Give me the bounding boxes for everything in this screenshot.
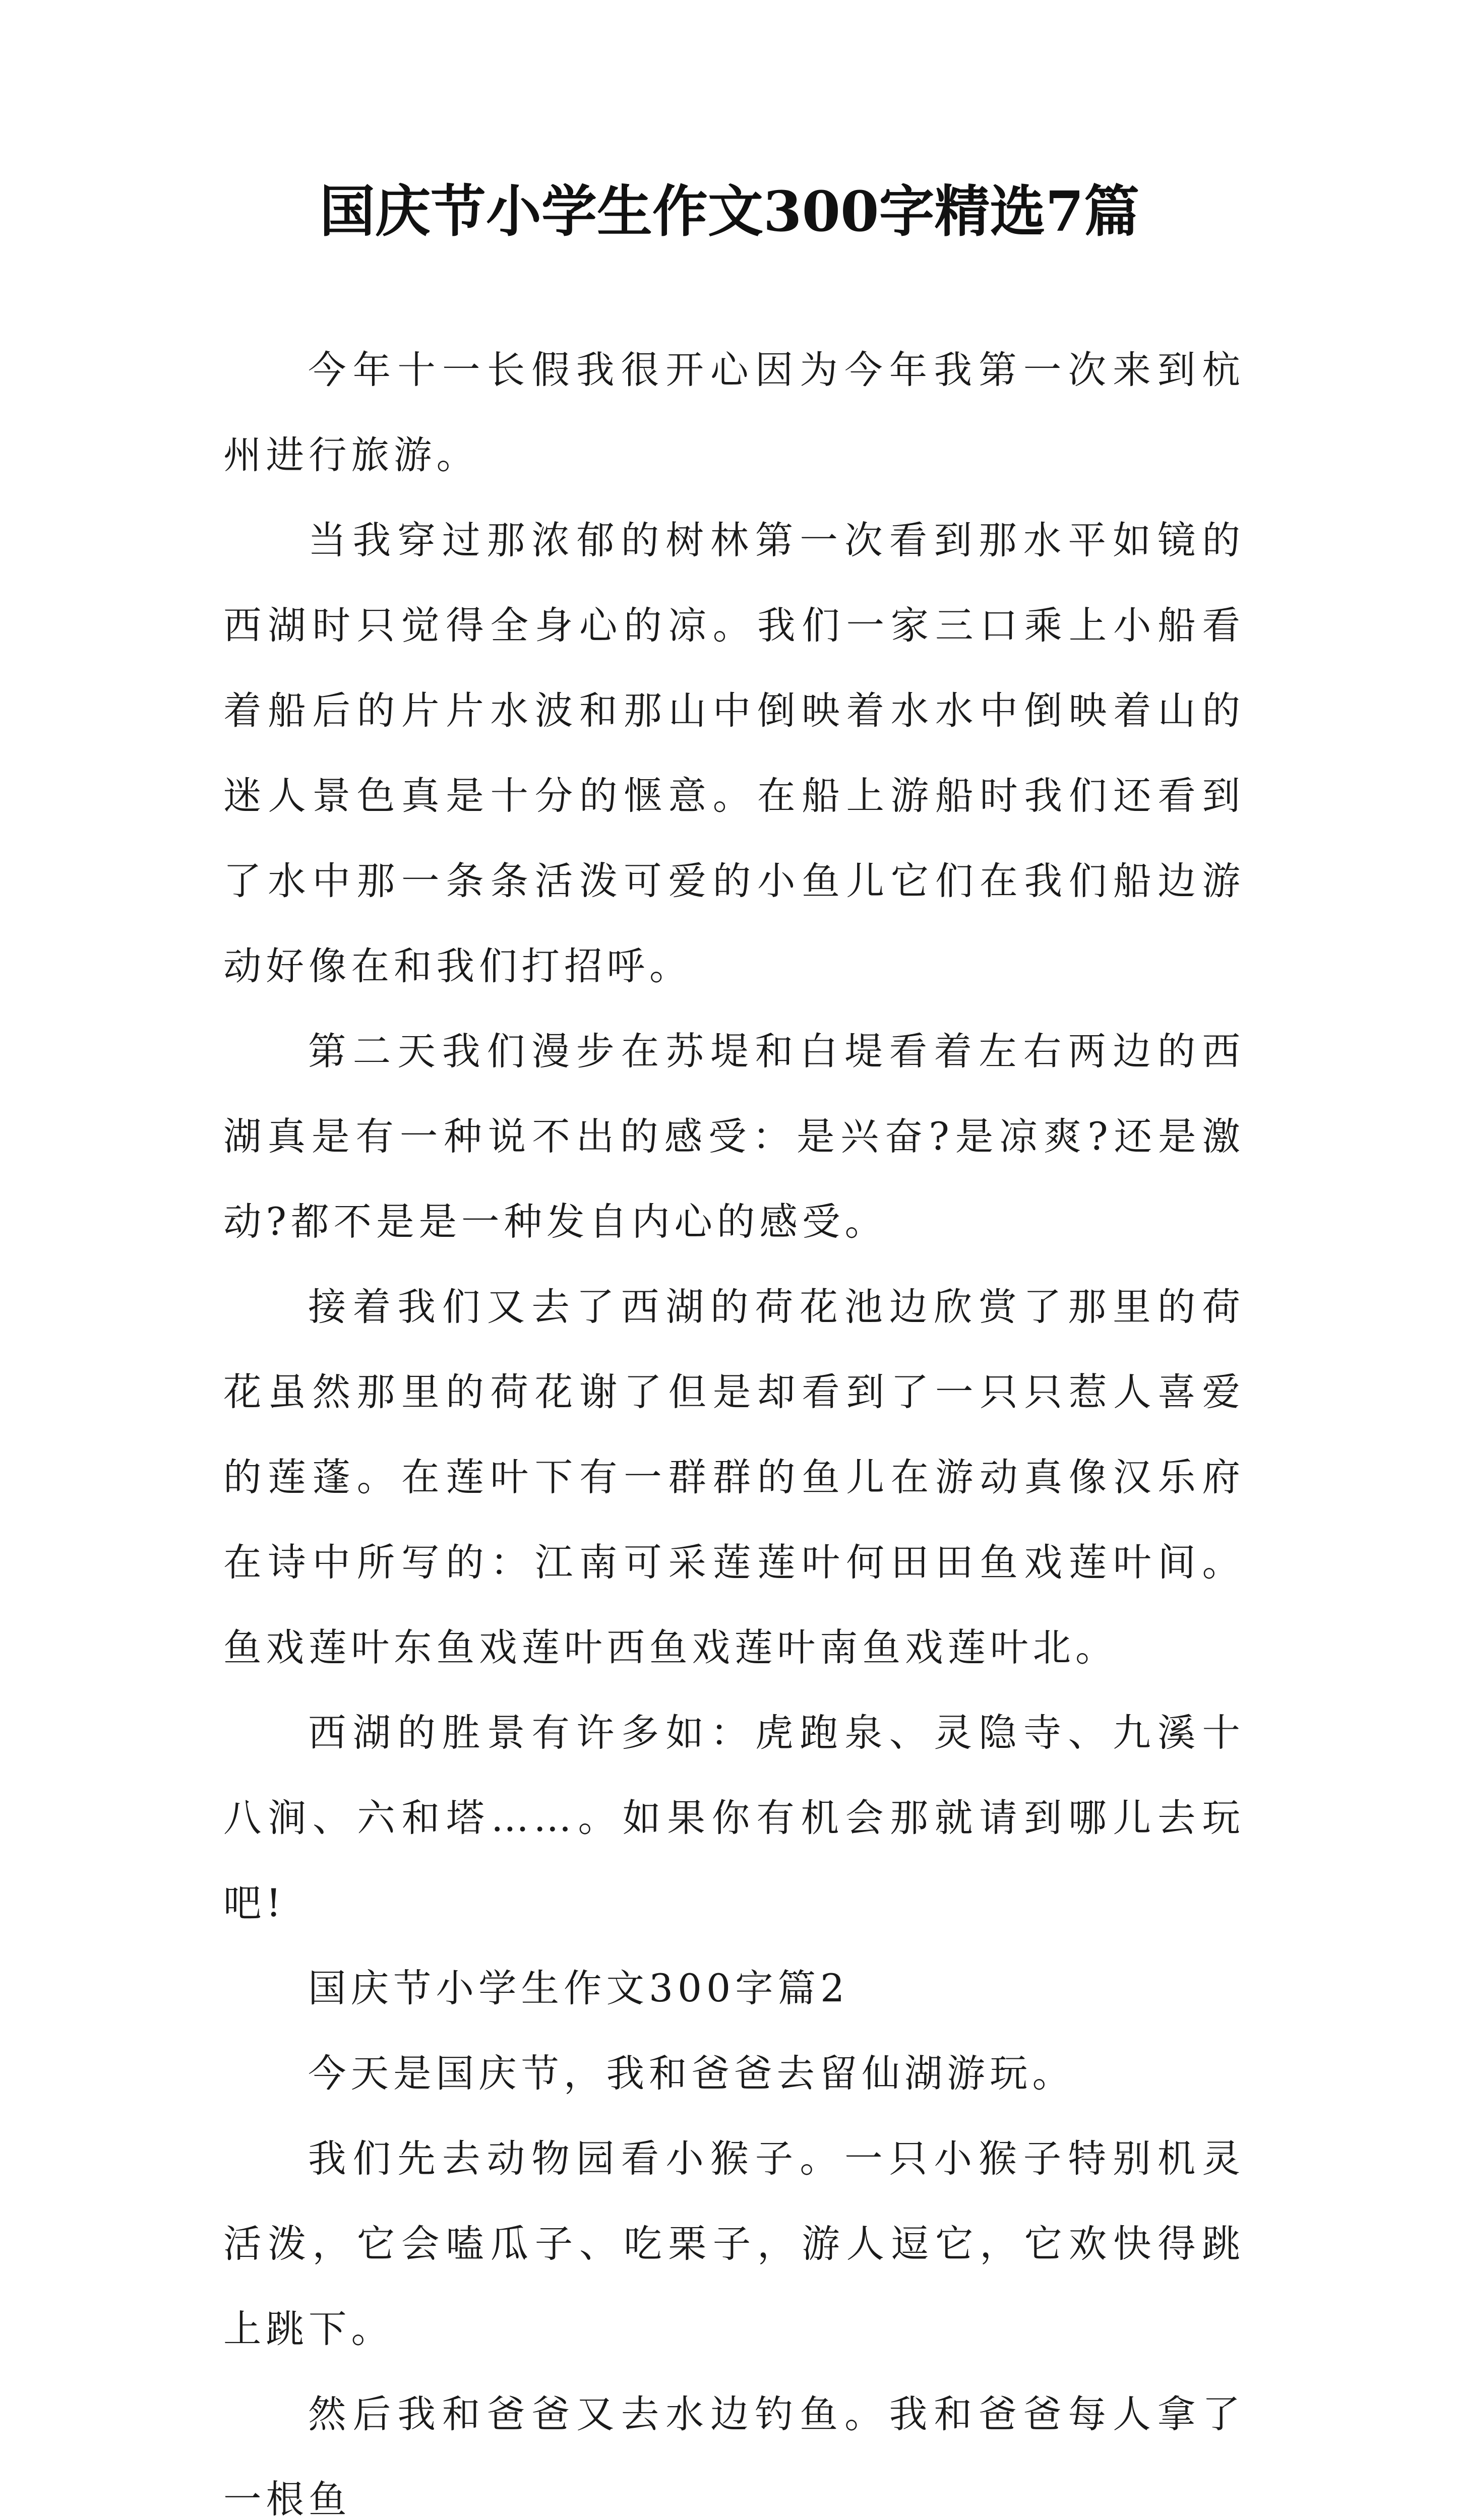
paragraph: 当我穿过那浓郁的树林第一次看到那水平如镜的西湖时只觉得全身心的凉。我们一家三口乘上小船看着船后的片片水波和那山中倒映着水水中倒映着山的迷人景色真是十分的惬意。在船上游船时我们还看到了水中那一条条活泼可爱的小鱼儿它们在我们船边游动好像在和我们打招呼。 (223, 518, 1245, 988)
paragraph: 今天是国庆节，我和爸爸去留仙湖游玩。 (308, 2051, 1075, 2096)
paragraph: 今年十一长假我很开心因为今年我第一次来到杭州进行旅游。 (223, 348, 1245, 477)
paragraph: 然后我和爸爸又去水边钓鱼。我和爸爸每人拿了一根鱼 (223, 2392, 1245, 2520)
document-title: 国庆节小学生作文300字精选7篇 (319, 179, 1140, 244)
paragraph: 接着我们又去了西湖的荷花池边欣赏了那里的荷花虽然那里的荷花谢了但是却看到了一只只惹人喜爱的莲蓬。在莲叶下有一群群的鱼儿在游动真像汉乐府在诗中所写的：江南可采莲莲叶何田田鱼戏莲叶间。鱼戏莲叶东鱼戏莲叶西鱼戏莲叶南鱼戏莲叶北。 (223, 1285, 1245, 1670)
paragraph: 西湖的胜景有许多如：虎跑泉、灵隐寺、九溪十八涧、六和塔……。如果你有机会那就请到哪儿去玩吧! (223, 1711, 1245, 1925)
section-heading: 国庆节小学生作文300字篇2 (308, 1966, 849, 2010)
paragraph: 我们先去动物园看小猴子。一只小猴子特别机灵活泼，它会嗑瓜子、吃栗子，游人逗它，它欢快得跳上跳下。 (223, 2136, 1245, 2351)
paragraph: 第二天我们漫步在苏堤和白堤看着左右两边的西湖真是有一种说不出的感受：是兴奋?是凉爽?还是激动?都不是是一种发自内心的感受。 (223, 1029, 1245, 1244)
document-body (223, 328, 1245, 2520)
